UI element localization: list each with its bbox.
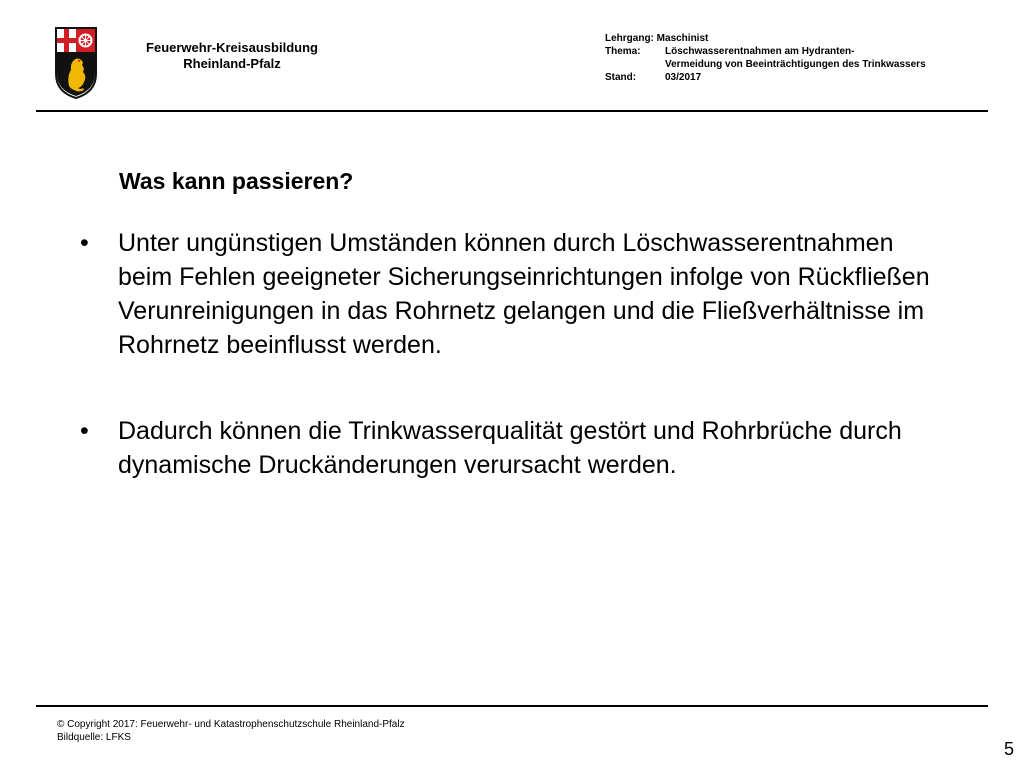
status-value: 03/2017 [665, 72, 702, 83]
header-divider [36, 110, 988, 112]
status-label: Stand: [605, 72, 637, 83]
bullet-item [80, 226, 940, 362]
image-source: Bildquelle: LFKS [57, 732, 131, 743]
bullet-icon: • [80, 229, 89, 257]
topic-line-1: Löschwasserentnahmen am Hydranten- [665, 46, 855, 57]
course-value: Maschinist [656, 33, 709, 44]
course-label: Lehrgang: [605, 33, 654, 44]
topic-label: Thema: [605, 46, 641, 57]
bullet-list [80, 226, 940, 482]
org-line-2: Rheinland-Pfalz [183, 56, 281, 71]
topic-line-2: Vermeidung von Beeinträchtigungen des Trinkwassers [665, 59, 926, 70]
organization-name [120, 40, 344, 72]
bullet-text: Dadurch können die Trinkwasserqualität gestört und Rohrbrüche durch dynamische Druckänderungen verursacht werden. [118, 417, 902, 479]
bullet-item [80, 414, 940, 482]
bullet-icon: • [80, 417, 89, 445]
page-number: 5 [1003, 739, 1014, 759]
course-info [605, 32, 926, 84]
bullet-text: Unter ungünstigen Umständen können durch Löschwasserentnahmen beim Fehlen geeigneter Sicherungseinrichtungen infolge von Rückfließen Verunreinigungen in das Rohrnetz gelangen und die Fließverhältnisse im Rohrnetz beeinflusst werden. [118, 229, 930, 359]
org-line-1: Feuerwehr-Kreisausbildung [146, 40, 318, 55]
copyright-text: © Copyright 2017: Feuerwehr- und Katastrophenschutzschule Rheinland-Pfalz [57, 719, 405, 730]
coat-of-arms-icon [54, 26, 98, 100]
footer-divider [36, 705, 988, 707]
footer [57, 718, 405, 744]
slide-heading: Was kann passieren? [119, 168, 354, 194]
